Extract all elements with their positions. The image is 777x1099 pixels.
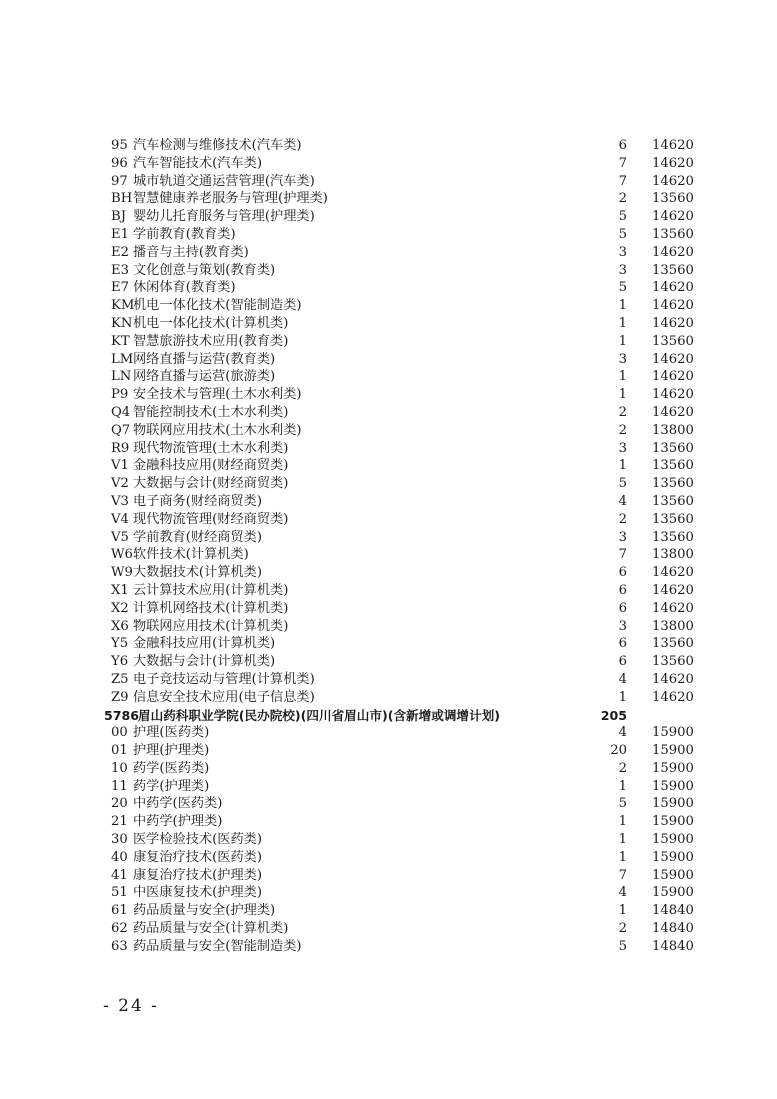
tuition-fee: 14620 [652,404,694,420]
major-code: Y6 [111,654,129,670]
major-name: 安全技术与管理(土木水利类) [133,387,302,403]
major-name: 药品质量与安全(护理类) [133,903,276,919]
major-row [0,226,777,244]
tuition-fee: 14620 [652,173,694,189]
major-code: 62 [111,921,128,937]
plan-count: 7 [618,867,627,883]
tuition-fee: 14620 [652,298,694,314]
major-row [0,493,777,511]
major-code: LM [111,351,134,367]
plan-count: 1 [618,903,627,919]
major-code: E3 [111,262,130,278]
plan-count: 5 [618,226,627,242]
plan-count: 2 [618,760,627,776]
tuition-fee: 14620 [652,582,694,598]
plan-count: 1 [618,315,627,331]
major-row [0,618,777,636]
plan-count: 3 [618,351,627,367]
major-code: 63 [111,938,128,954]
major-row [0,564,777,582]
major-name: 城市轨道交通运营管理(汽车类) [133,173,315,189]
tuition-fee: 13560 [652,226,694,242]
tuition-fee: 13800 [652,618,694,634]
major-code: W9 [111,565,133,581]
major-row [0,190,777,208]
major-name: 中药学(护理类) [133,814,223,830]
major-code: KN [111,315,133,331]
plan-count: 1 [618,814,627,830]
major-code: V4 [111,511,129,527]
major-name: 信息安全技术应用(电子信息类) [133,689,315,705]
plan-count: 5 [618,796,627,812]
major-name: 汽车检测与维修技术(汽车类) [133,138,302,153]
plan-count: 3 [618,440,627,456]
tuition-fee: 15900 [652,760,694,776]
major-row [0,511,777,529]
major-row [0,884,777,902]
plan-count: 5 [618,938,627,954]
major-name: 护理(护理类) [133,743,210,759]
major-row [0,546,777,564]
major-row [0,279,777,297]
tuition-fee: 14620 [652,155,694,171]
major-row [0,368,777,386]
major-code: X1 [111,582,129,598]
tuition-fee: 14620 [652,138,694,153]
major-row [0,671,777,689]
major-row [0,297,777,315]
major-code: 10 [111,760,128,776]
major-code: X2 [111,600,129,616]
plan-count: 1 [618,689,627,705]
plan-count: 3 [618,262,627,278]
tuition-fee: 13560 [652,262,694,278]
plan-count: 4 [618,671,627,687]
plan-count: 5 [618,476,627,492]
major-code: KT [111,333,130,349]
major-row [0,333,777,351]
tuition-fee: 15900 [652,849,694,865]
major-name: 云计算技术应用(计算机类) [133,582,289,598]
tuition-fee: 15900 [652,743,694,759]
major-name: 中药学(医药类) [133,796,223,812]
tuition-fee: 14620 [652,689,694,705]
tuition-fee: 13560 [652,529,694,545]
major-row [0,778,777,796]
plan-count: 1 [618,832,627,848]
tuition-fee: 14620 [652,351,694,367]
major-row [0,475,777,493]
tuition-fee: 13800 [652,547,694,563]
major-name: 汽车智能技术(汽车类) [133,155,262,171]
major-code: W6 [111,547,133,563]
major-code: P9 [111,387,129,403]
plan-count: 2 [618,422,627,438]
tuition-fee: 13560 [652,458,694,474]
major-name: 大数据与会计(财经商贸类) [133,476,289,492]
major-row [0,635,777,653]
plan-count: 7 [618,155,627,171]
major-name: 学前教育(财经商贸类) [133,529,262,545]
tuition-fee: 14620 [652,280,694,296]
major-row [0,262,777,280]
major-name: 康复治疗技术(护理类) [133,867,262,883]
major-row [0,938,777,956]
major-code: E7 [111,280,130,296]
major-code: X6 [111,618,129,634]
major-code: 96 [111,155,128,171]
major-row [0,582,777,600]
major-code: KM [111,298,135,314]
plan-count: 6 [618,636,627,652]
enrollment-plan-table [0,137,777,956]
major-code: Y5 [111,636,129,652]
major-name: 医学检验技术(医药类) [133,832,262,848]
plan-count: 6 [618,582,627,598]
major-row [0,404,777,422]
major-row [0,208,777,226]
major-code: 20 [111,796,128,812]
plan-count: 3 [618,529,627,545]
major-row [0,920,777,938]
plan-count: 1 [618,778,627,794]
plan-count: 1 [618,333,627,349]
major-name: 计算机网络技术(计算机类) [133,600,289,616]
major-name: 学前教育(教育类) [133,226,236,242]
major-row [0,315,777,333]
major-row [0,137,777,155]
major-row [0,813,777,831]
plan-count: 2 [618,404,627,420]
tuition-fee: 14840 [652,921,694,937]
plan-count: 20 [610,743,627,759]
plan-count: 6 [618,654,627,670]
plan-count: 4 [618,885,627,901]
major-code: 51 [111,885,128,901]
major-row [0,795,777,813]
tuition-fee: 13560 [652,440,694,456]
plan-count: 5 [618,280,627,296]
major-row [0,902,777,920]
tuition-fee: 14620 [652,244,694,260]
major-code: Q4 [111,404,131,420]
plan-count: 6 [618,600,627,616]
plan-count: 6 [618,565,627,581]
major-name: 药品质量与安全(计算机类) [133,921,289,937]
major-code: 95 [111,138,128,153]
major-name: 药学(医药类) [133,760,210,776]
major-code: V5 [111,529,129,545]
plan-count: 6 [618,138,627,153]
major-name: 婴幼儿托育服务与管理(护理类) [133,209,315,225]
major-name: 药学(护理类) [133,778,210,794]
major-code: V1 [111,458,129,474]
major-name: 智慧健康养老服务与管理(护理类) [133,191,328,207]
major-name: 现代物流管理(土木水利类) [133,440,289,456]
major-code: 40 [111,849,128,865]
major-row [0,529,777,547]
tuition-fee: 15900 [652,832,694,848]
major-code: LN [111,369,132,385]
tuition-fee: 15900 [652,814,694,830]
tuition-fee: 13560 [652,191,694,207]
tuition-fee: 13560 [652,493,694,509]
major-name: 康复治疗技术(医药类) [133,849,262,865]
tuition-fee: 14620 [652,600,694,616]
major-row [0,742,777,760]
major-name: 智慧旅游技术应用(教育类) [133,333,289,349]
plan-count: 1 [618,298,627,314]
major-row [0,653,777,671]
major-code: 00 [111,725,128,741]
plan-count: 3 [618,618,627,634]
major-code: 11 [111,778,128,794]
tuition-fee: 13560 [652,654,694,670]
plan-count: 2 [618,921,627,937]
major-code: 21 [111,814,128,830]
major-name: 物联网应用技术(土木水利类) [133,422,302,438]
major-row [0,155,777,173]
plan-count: 4 [618,725,627,741]
major-name: 休闲体育(教育类) [133,280,236,296]
major-row [0,440,777,458]
major-code: 41 [111,867,128,883]
major-row [0,724,777,742]
tuition-fee: 13560 [652,333,694,349]
plan-count: 205 [600,707,627,723]
major-code: Z5 [111,671,129,687]
major-name: 智能控制技术(土木水利类) [133,404,289,420]
major-name: 电子商务(财经商贸类) [133,493,262,509]
major-row [0,689,777,707]
tuition-fee: 15900 [652,885,694,901]
major-code: 97 [111,173,128,189]
plan-count: 2 [618,511,627,527]
plan-count: 1 [618,849,627,865]
major-name: 机电一体化技术(计算机类) [133,315,289,331]
tuition-fee: 14620 [652,209,694,225]
major-code: 61 [111,903,128,919]
major-name: 物联网应用技术(计算机类) [133,618,289,634]
major-name: 网络直播与运营(旅游类) [133,369,276,385]
major-row [0,760,777,778]
major-row [0,422,777,440]
major-row [0,849,777,867]
major-code: V3 [111,493,129,509]
tuition-fee: 14620 [652,565,694,581]
major-name: 文化创意与策划(教育类) [133,262,276,278]
major-code: BJ [111,209,126,225]
school-header-row [0,707,777,725]
major-row [0,831,777,849]
major-code: E2 [111,244,130,260]
school-name: 眉山药科职业学院(民办院校)(四川省眉山市)(含新增或调增计划) [138,707,500,723]
major-code: Z9 [111,689,129,705]
major-row [0,867,777,885]
major-row [0,351,777,369]
major-row [0,386,777,404]
plan-count: 1 [618,369,627,385]
major-row [0,244,777,262]
tuition-fee: 15900 [652,778,694,794]
plan-count: 1 [618,458,627,474]
plan-count: 2 [618,191,627,207]
plan-count: 1 [618,387,627,403]
major-code: R9 [111,440,130,456]
major-name: 金融科技应用(计算机类) [133,636,276,652]
major-name: 药品质量与安全(智能制造类) [133,938,302,954]
major-name: 播音与主持(教育类) [133,244,249,260]
tuition-fee: 14620 [652,387,694,403]
tuition-fee: 13560 [652,511,694,527]
plan-count: 4 [618,493,627,509]
major-row [0,457,777,475]
major-name: 金融科技应用(财经商贸类) [133,458,289,474]
major-name: 大数据与会计(计算机类) [133,654,276,670]
major-code: 01 [111,743,128,759]
major-code: BH [111,191,133,207]
major-name: 软件技术(计算机类) [133,547,249,563]
major-name: 现代物流管理(财经商贸类) [133,511,289,527]
plan-count: 3 [618,244,627,260]
major-name: 大数据技术(计算机类) [133,565,262,581]
tuition-fee: 13800 [652,422,694,438]
tuition-fee: 14620 [652,369,694,385]
major-name: 机电一体化技术(智能制造类) [133,298,302,314]
tuition-fee: 15900 [652,725,694,741]
tuition-fee: 15900 [652,796,694,812]
plan-count: 7 [618,547,627,563]
tuition-fee: 13560 [652,476,694,492]
major-code: Q7 [111,422,131,438]
major-row [0,600,777,618]
plan-count: 7 [618,173,627,189]
major-name: 中医康复技术(护理类) [133,885,262,901]
tuition-fee: 13560 [652,636,694,652]
tuition-fee: 14840 [652,903,694,919]
page-number: - 24 - [103,996,159,1016]
major-code: E1 [111,226,130,242]
major-code: 30 [111,832,128,848]
tuition-fee: 14840 [652,938,694,954]
tuition-fee: 14620 [652,315,694,331]
tuition-fee: 14620 [652,671,694,687]
major-code: V2 [111,476,129,492]
plan-count: 5 [618,209,627,225]
major-name: 电子竞技运动与管理(计算机类) [133,671,315,687]
major-name: 护理(医药类) [133,725,210,741]
school-code: 5786 [104,707,140,723]
major-name: 网络直播与运营(教育类) [133,351,276,367]
major-row [0,173,777,191]
tuition-fee: 15900 [652,867,694,883]
